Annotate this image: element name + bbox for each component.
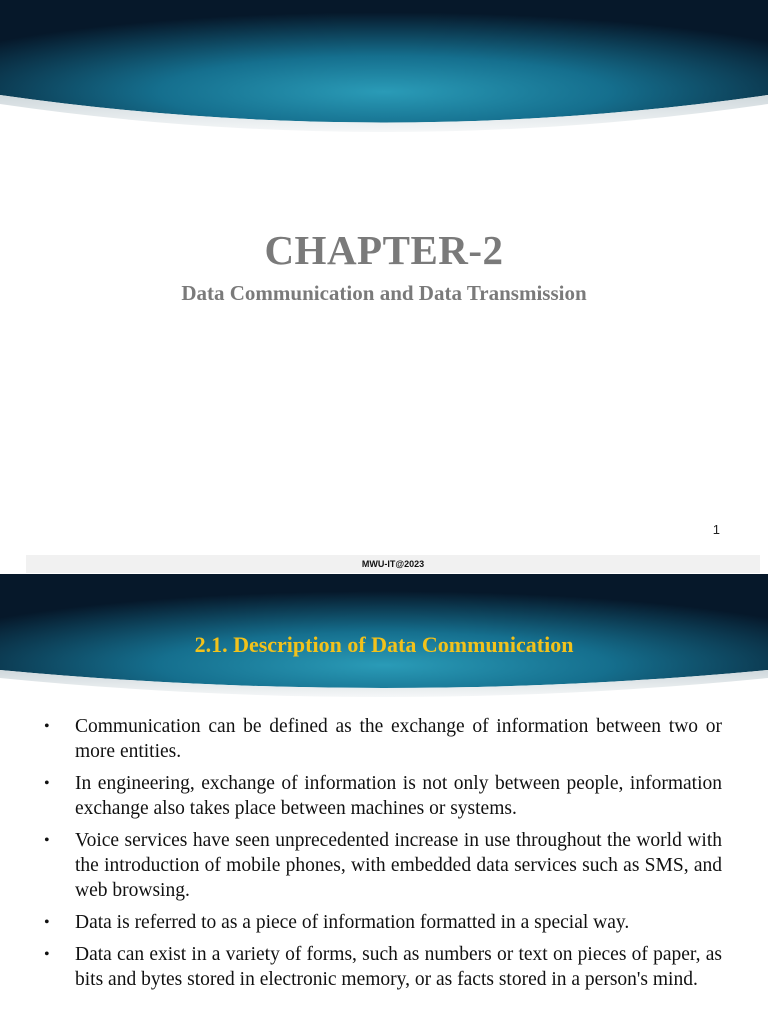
list-item [44,714,722,764]
bullet-icon: • [44,718,50,735]
slide-2 [0,574,768,1024]
page-number: 1 [712,522,720,537]
chapter-title: CHAPTER-2 [264,227,504,273]
bullet-icon: • [44,832,50,849]
section-title: 2.1. Description of Data Communication [194,632,574,657]
slide-footer: MWU-IT@2023 [26,555,760,573]
bullet-icon: • [44,914,50,931]
slide-1-header-banner [0,0,768,135]
bullet-list [44,714,722,999]
bullet-text: Data can exist in a variety of forms, such as numbers or text on pieces of paper, as bits and bytes stored in electronic memory, or as facts stored in a person's mind. [75,944,722,990]
list-item [44,910,722,935]
list-item [44,942,722,992]
bullet-text: Voice services have seen unprecedented increase in use throughout the world with the introduction of mobile phones, with embedded data services such as SMS, and web browsing. [75,830,722,901]
bullet-text: In engineering, exchange of information is not only between people, information exchange also takes place between machines or systems. [75,773,722,819]
chapter-subtitle: Data Communication and Data Transmission [181,281,587,305]
list-item [44,828,722,903]
bullet-icon: • [44,775,50,792]
list-item [44,771,722,821]
bullet-text: Data is referred to as a piece of information formatted in a special way. [75,912,630,933]
bullet-text: Communication can be defined as the exchange of information between two or more entities. [75,716,722,762]
bullet-icon: • [44,946,50,963]
